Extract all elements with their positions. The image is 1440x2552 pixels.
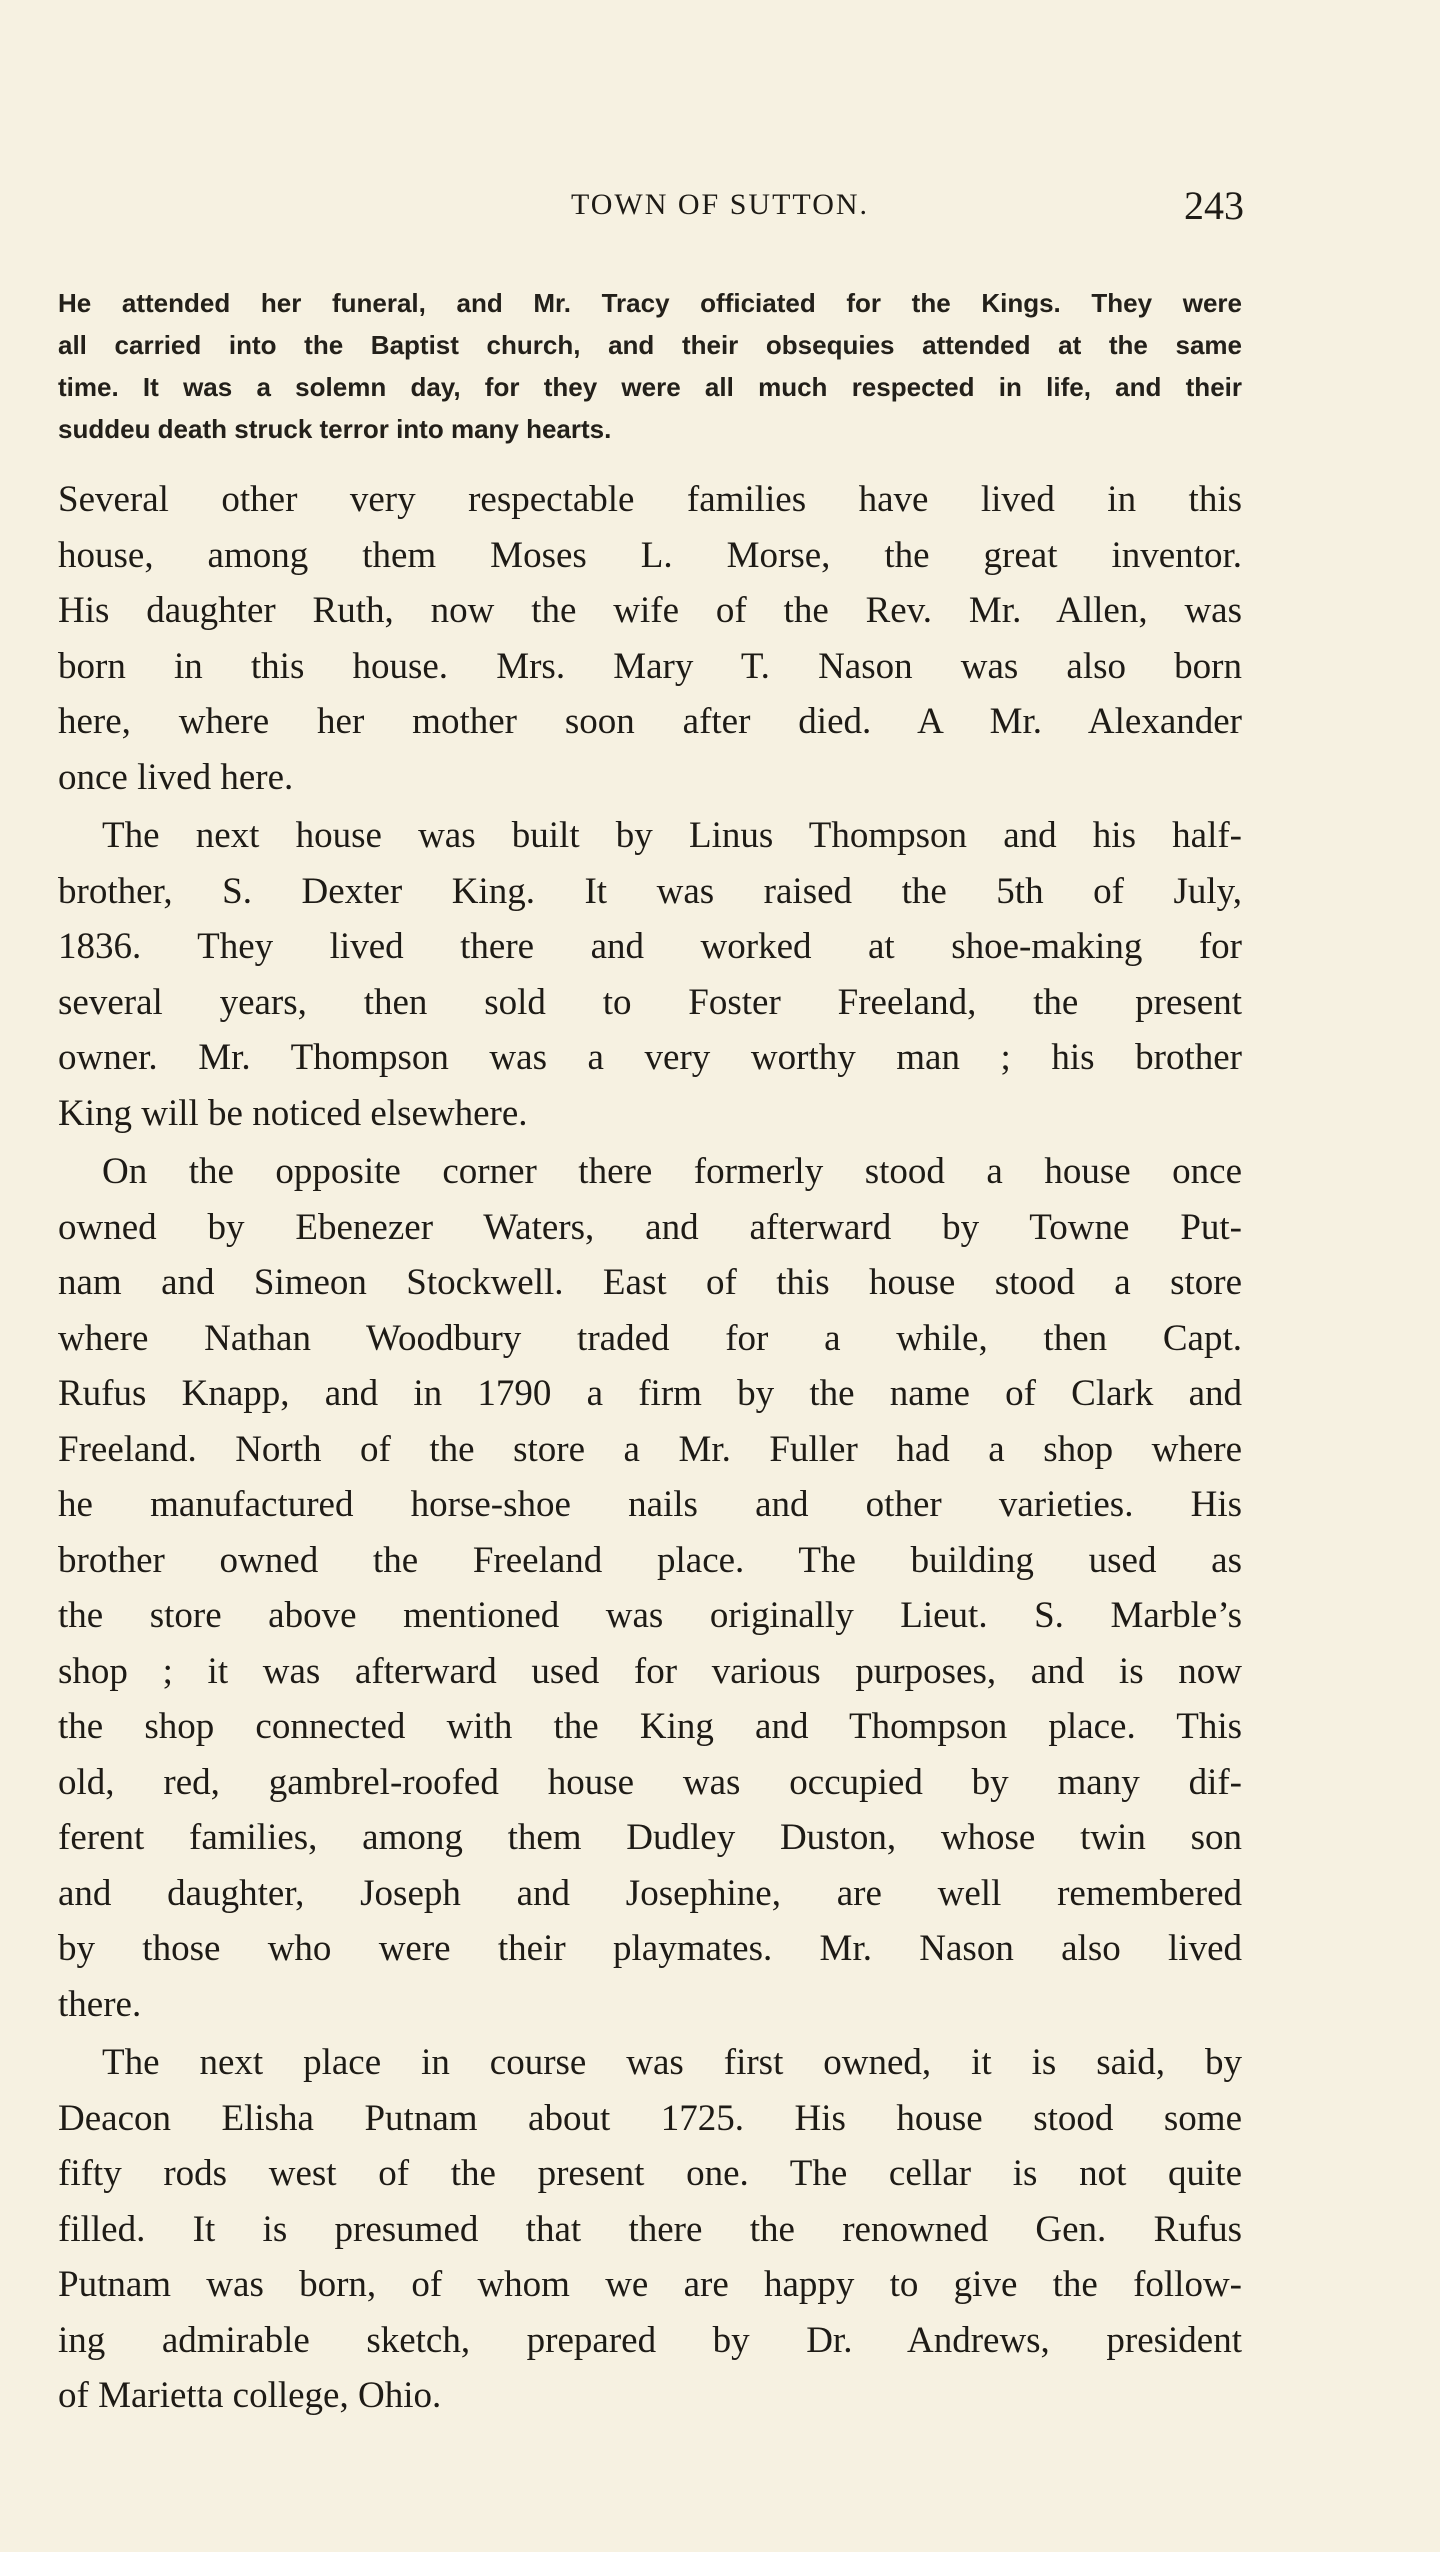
text-line: where Nathan Woodbury traded for a while, then Capt. — [58, 1317, 1242, 1359]
paragraph — [58, 472, 1242, 805]
footnote-line: all carried into the Baptist church, and their obsequies attended at the same — [58, 330, 1242, 360]
text-line: owner. Mr. Thompson was a very worthy man ; his brother — [58, 1037, 1242, 1078]
paragraph — [58, 2035, 1242, 2424]
text-line: he manufactured horse-shoe nails and other varieties. His — [58, 1484, 1242, 1525]
text-line: owned by Ebenezer Waters, and afterward by Towne Put- — [58, 1206, 1242, 1248]
text-line: Rufus Knapp, and in 1790 a firm by the name of Clark and — [58, 1373, 1242, 1414]
text-line: 1836. They lived there and worked at shoe-making for — [58, 926, 1242, 967]
text-line: The next house was built by Linus Thompson and his half- — [102, 815, 1242, 856]
text-line: Deacon Elisha Putnam about 1725. His house stood some — [58, 2097, 1242, 2139]
text-line: old, red, gambrel-roofed house was occupied by many dif- — [58, 1761, 1242, 1803]
text-line: ferent families, among them Dudley Duston, whose twin son — [58, 1817, 1242, 1858]
footnote-line: suddeu death struck terror into many hearts. — [58, 414, 612, 444]
text-line: On the opposite corner there formerly stood a house once — [102, 1151, 1242, 1192]
text-line: fifty rods west of the present one. The cellar is not quite — [58, 2153, 1242, 2194]
page-number: 243 — [1184, 183, 1244, 228]
footnote-line: time. It was a solemn day, for they were all much respected in life, and their — [58, 372, 1242, 402]
text-line: King will be noticed elsewhere. — [58, 1092, 528, 1134]
text-line: by those who were their playmates. Mr. Nason also lived — [58, 1928, 1242, 1969]
text-line: nam and Simeon Stockwell. East of this house stood a store — [58, 1262, 1242, 1303]
text-line: Several other very respectable families have lived in this — [58, 479, 1242, 520]
text-line: house, among them Moses L. Morse, the great inventor. — [58, 534, 1242, 576]
text-line: the shop connected with the King and Thompson place. This — [58, 1706, 1242, 1747]
text-line: Freeland. North of the store a Mr. Fuller had a shop where — [58, 1428, 1242, 1470]
paragraph — [58, 808, 1242, 1141]
page-header — [0, 183, 1440, 238]
running-title: TOWN OF SUTTON. — [570, 188, 870, 221]
text-line: brother, S. Dexter King. It was raised the 5th of July, — [58, 870, 1242, 912]
text-line: filled. It is presumed that there the renowned Gen. Rufus — [58, 2208, 1242, 2250]
text-line: born in this house. Mrs. Mary T. Nason was also born — [58, 645, 1242, 687]
footnote-line: He attended her funeral, and Mr. Tracy officiated for the Kings. They were — [58, 288, 1242, 318]
body-text — [58, 472, 1242, 2424]
text-line: His daughter Ruth, now the wife of the Rev. Mr. Allen, was — [58, 590, 1242, 631]
text-line: Putnam was born, of whom we are happy to give the follow- — [58, 2264, 1242, 2305]
text-line: shop ; it was afterward used for various purposes, and is now — [58, 1650, 1242, 1692]
footnote — [58, 282, 1242, 450]
text-line: the store above mentioned was originally Lieut. S. Marble’s — [58, 1595, 1242, 1636]
text-line: once lived here. — [58, 756, 294, 798]
text-line: here, where her mother soon after died. A Mr. Alexander — [58, 701, 1242, 742]
text-line: brother owned the Freeland place. The building used as — [58, 1539, 1242, 1581]
paragraph — [58, 1144, 1242, 2032]
text-line: several years, then sold to Foster Freeland, the present — [58, 981, 1242, 1023]
text-line: ing admirable sketch, prepared by Dr. Andrews, president — [58, 2319, 1242, 2361]
text-line: and daughter, Joseph and Josephine, are well remembered — [58, 1872, 1242, 1914]
text-line: there. — [58, 1983, 142, 2025]
text-line: The next place in course was first owned, it is said, by — [102, 2042, 1242, 2083]
text-line: of Marietta college, Ohio. — [58, 2375, 442, 2416]
